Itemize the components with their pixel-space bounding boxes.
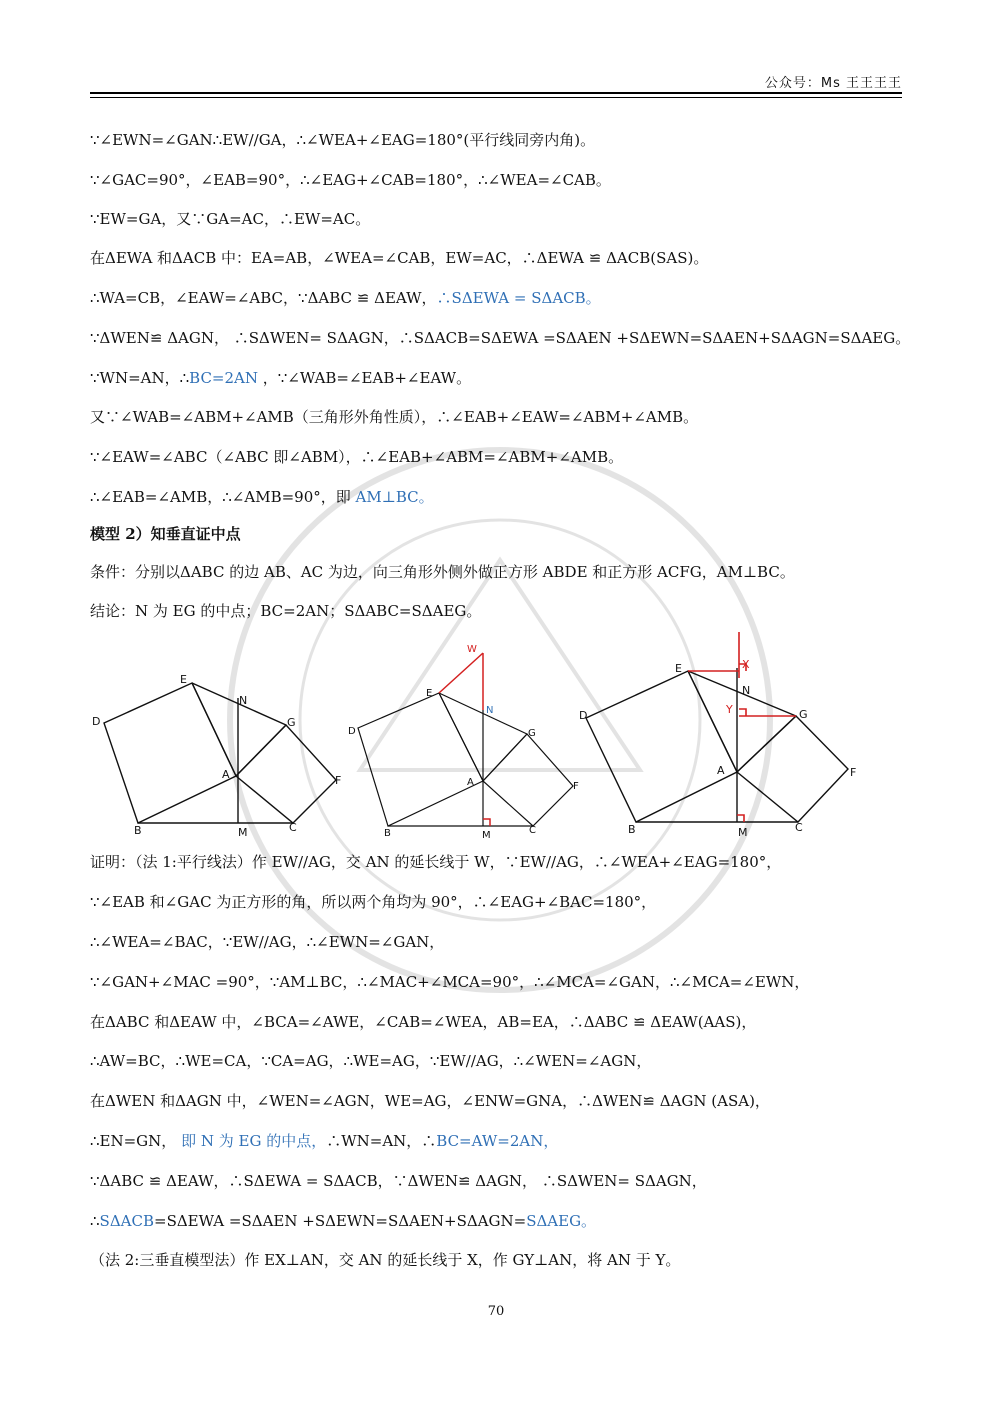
- fig3-label-B: B: [628, 823, 636, 836]
- text-line-5-highlight: ∴SΔEWA = SΔACB。: [436, 289, 601, 307]
- fig1-label-M: M: [238, 826, 248, 839]
- method2-line: （法 2:三垂直模型法）作 EX⊥AN，交 AN 的延长线于 X，作 GY⊥AN，将 AN 于 Y。: [90, 1251, 681, 1269]
- fig3-label-Y: Y: [726, 703, 733, 716]
- fig3-label-C: C: [795, 821, 803, 834]
- condition-line: 条件：分别以ΔABC 的边 AB、AC 为边，向三角形外侧外做正方形 ABDE 和正方形 ACFG，AM⊥BC。: [90, 563, 795, 581]
- fig1-label-F: F: [335, 774, 342, 787]
- fig3-label-E: E: [675, 662, 682, 675]
- text-line-7-highlight: BC=2AN: [189, 369, 259, 387]
- proof-line-8-blue-c: BC=AW=2AN，: [436, 1132, 559, 1150]
- section-heading: 模型 2）知垂直证中点: [90, 525, 241, 543]
- proof-line-10-main: ∴: [90, 1212, 100, 1230]
- proof-line-10-mid: =SΔEWA =SΔAEN +SΔEWN=SΔAEN+SΔAGN=: [154, 1212, 527, 1230]
- proof-line-7: 在ΔWEN 和ΔAGN 中，∠WEN=∠AGN，WE=AG，∠ENW=GNA，∴ΔWEN≌ ΔAGN (ASA)，: [90, 1092, 770, 1110]
- proof-line-8: [90, 1131, 558, 1151]
- fig2-label-A: A: [467, 777, 474, 788]
- proof-line-2: ∵∠EAB 和∠GAC 为正方形的角，所以两个角均为 90°，∴∠EAG+∠BAC=180°，: [90, 893, 657, 911]
- header-text: 公众号：Ms 王王王王: [764, 76, 902, 91]
- text-line-6: ∵ΔWEN≌ ΔAGN， ∴SΔWEN= SΔAGN，∴SΔACB=SΔEWA =SΔAEN +SΔEWN=SΔAEN+SΔAGN=SΔAEG。: [90, 329, 911, 347]
- fig2-label-E: E: [426, 688, 433, 699]
- proof-line-1: 证明：（法 1:平行线法）作 EW//AG，交 AN 的延长线于 W，∵EW//AG，∴∠WEA+∠EAG=180°，: [90, 853, 782, 871]
- page-header: [90, 72, 902, 94]
- text-line-5-main: ∴WA=CB，∠EAW=∠ABC，∵ΔABC ≌ ΔEAW，: [90, 289, 437, 307]
- fig2-label-C: C: [529, 825, 536, 836]
- fig3-label-D: D: [579, 709, 588, 722]
- proof-line-6: ∴AW=BC，∴WE=CA，∵CA=AG，∴WE=AG，∵EW//AG，∴∠WEN=∠AGN，: [90, 1052, 652, 1070]
- text-line-8: 又∵∠WAB=∠ABM+∠AMB（三角形外角性质），∴∠EAB+∠EAW=∠ABM+∠AMB。: [90, 408, 699, 426]
- fig2-label-G: G: [528, 728, 536, 739]
- text-line-7-main: ∵WN=AN，∴: [90, 369, 190, 387]
- text-line-5: [90, 288, 601, 308]
- figure-2: [343, 628, 588, 846]
- proof-line-10-blue-a: SΔACB: [99, 1212, 154, 1230]
- text-line-7-tail: ，∵∠WAB=∠EAB+∠EAW。: [258, 369, 472, 387]
- fig1-label-A: A: [222, 768, 230, 781]
- text-line-2: ∵∠GAC=90°，∠EAB=90°，∴∠EAG+∠CAB=180°，∴∠WEA=∠CAB。: [90, 171, 611, 189]
- fig2-label-D: D: [348, 726, 356, 737]
- page-number: 70: [487, 1304, 505, 1319]
- fig2-label-N: N: [486, 705, 494, 716]
- proof-line-4: ∵∠GAN+∠MAC =90°，∵AM⊥BC，∴∠MAC+∠MCA=90°，∴∠MCA=∠GAN，∴∠MCA=∠EWN，: [90, 973, 810, 991]
- text-line-10-main: ∴∠EAB=∠AMB，∴∠AMB=90°，即: [90, 488, 356, 506]
- figures-row: [88, 628, 868, 846]
- proof-line-5: 在ΔABC 和ΔEAW 中，∠BCA=∠AWE，∠CAB=∠WEA，AB=EA，∴ΔABC ≌ ΔEAW(AAS)，: [90, 1013, 757, 1031]
- text-line-4: 在ΔEWA 和ΔACB 中：EA=AB，∠WEA=∠CAB，EW=AC，∴ΔEWA ≌ ΔACB(SAS)。: [90, 249, 709, 267]
- fig1-label-N: N: [239, 694, 248, 707]
- fig2-label-B: B: [384, 828, 391, 839]
- text-line-10-highlight: AM⊥BC。: [355, 488, 434, 506]
- text-line-7: [90, 368, 471, 388]
- fig2-label-M: M: [482, 830, 491, 841]
- header-rule-thick: [90, 92, 902, 94]
- fig3-label-G: G: [799, 708, 808, 721]
- fig1-label-E: E: [180, 673, 187, 686]
- text-line-1: ∵∠EWN=∠GAN∴EW//GA，∴∠WEA+∠EAG=180°(平行线同旁内角)。: [90, 131, 596, 149]
- fig2-label-W: W: [467, 644, 477, 655]
- fig1-label-C: C: [289, 821, 297, 834]
- proof-line-9: ∵ΔABC ≌ ΔEAW，∴SΔEWA = SΔACB，∵ΔWEN≌ ΔAGN， ∴SΔWEN= SΔAGN，: [90, 1172, 707, 1190]
- text-line-3: ∵EW=GA，又∵GA=AC，∴EW=AC。: [90, 210, 371, 228]
- fig1-label-D: D: [92, 715, 101, 728]
- fig3-label-A: A: [717, 764, 725, 777]
- proof-line-10: [90, 1211, 596, 1231]
- fig1-label-G: G: [287, 716, 296, 729]
- proof-line-8-mid: ∴WN=AN，∴: [326, 1132, 437, 1150]
- fig3-label-F: F: [850, 766, 857, 779]
- header-rule-thin: [90, 97, 902, 98]
- fig2-label-F: F: [573, 781, 579, 792]
- text-line-9: ∵∠EAW=∠ABC（∠ABC 即∠ABM），∴∠EAB+∠ABM=∠ABM+∠AMB。: [90, 448, 624, 466]
- figure-3: [578, 628, 868, 846]
- fig3-label-M: M: [738, 826, 748, 839]
- proof-line-8-main: ∴EN=GN，: [90, 1132, 177, 1150]
- proof-line-8-blue-a: 即 N 为 EG 的中点，: [176, 1132, 327, 1150]
- fig1-label-B: B: [134, 824, 142, 837]
- proof-line-3: ∴∠WEA=∠BAC，∵EW//AG，∴∠EWN=∠GAN，: [90, 933, 445, 951]
- figure-1: [88, 628, 348, 846]
- conclusion-line: 结论：N 为 EG 的中点；BC=2AN；SΔABC=SΔAEG。: [90, 602, 482, 620]
- fig3-label-X: X: [742, 658, 750, 671]
- text-line-10: [90, 487, 434, 507]
- proof-line-10-blue-c: SΔAEG。: [526, 1212, 597, 1230]
- fig3-label-N: N: [742, 684, 751, 697]
